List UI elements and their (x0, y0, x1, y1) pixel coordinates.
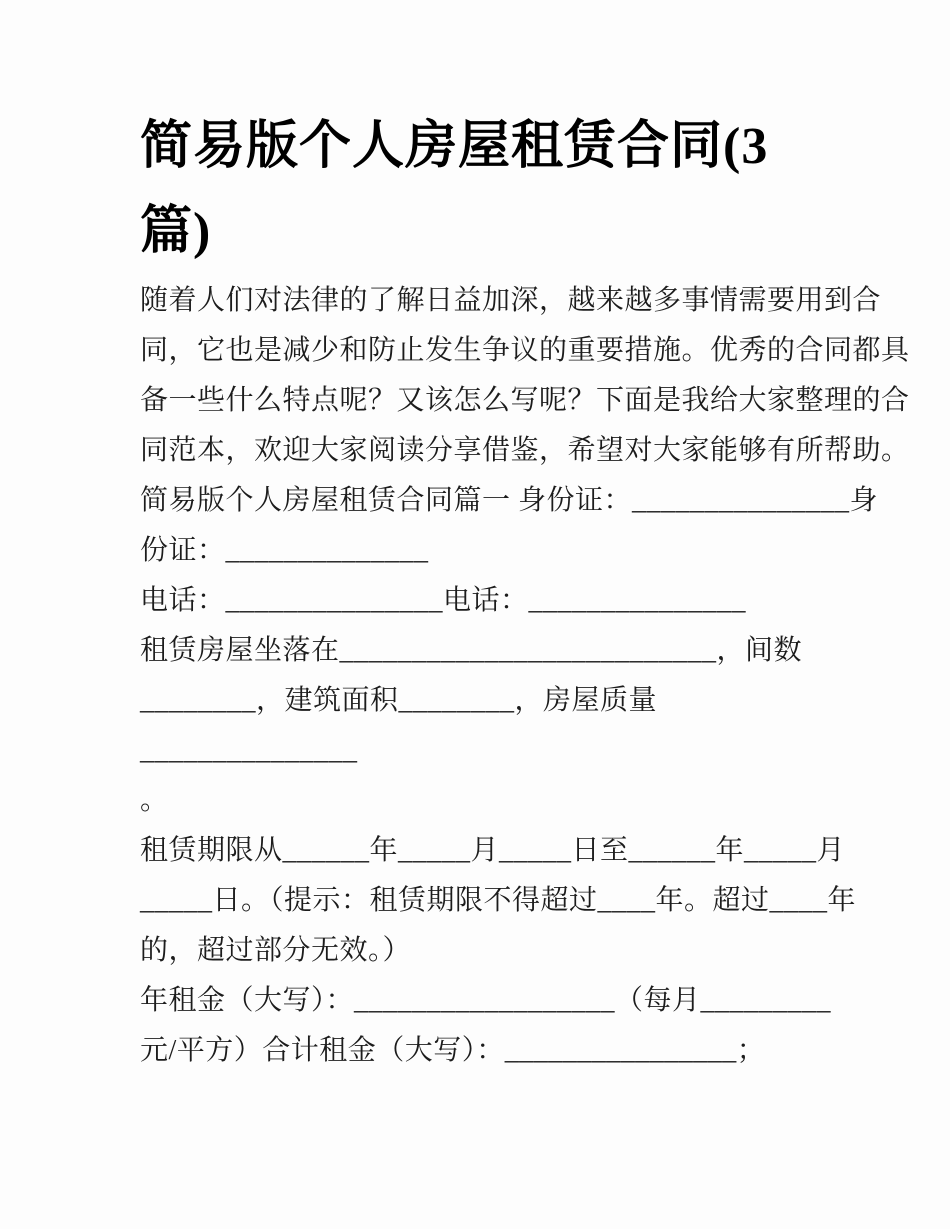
document-title (140, 104, 850, 274)
document-line: _____日。（提示：租赁期限不得超过____年。超过____年 (140, 885, 857, 916)
document-line: 租赁房屋坐落在__________________________，间数 (140, 635, 803, 666)
document-title-line-1: 简易版个人房屋租赁合同(3 (140, 118, 769, 175)
document-line: ________，建筑面积________，房屋质量 (140, 685, 658, 716)
document-title-line-2: 篇) (140, 203, 212, 260)
document-line: 同，它也是减少和防止发生争议的重要措施。优秀的合同都具 (140, 335, 910, 366)
document-line: _______________ (140, 735, 358, 766)
document-line: 简易版个人房屋租赁合同篇一 身份证：_______________身 (140, 485, 879, 516)
document-line: 的，超过部分无效。） (140, 935, 412, 966)
document-line: 同范本，欢迎大家阅读分享借鉴，希望对大家能够有所帮助。 (140, 435, 910, 466)
document-body (140, 276, 910, 1076)
document-line: 元/平方）合计租金（大写）：________________； (140, 1035, 766, 1066)
document-line: 。 (140, 785, 169, 816)
document-line: 电话：_______________电话：_______________ (140, 585, 747, 616)
document-line: 随着人们对法律的了解日益加深，越来越多事情需要用到合 (140, 285, 882, 316)
document-line: 备一些什么特点呢？又该怎么写呢？下面是我给大家整理的合 (140, 385, 910, 416)
document-line: 份证：______________ (140, 535, 429, 566)
document-line: 年租金（大写）：__________________（每月_________ (140, 985, 832, 1016)
document-line: 租赁期限从______年_____月_____日至______年_____月 (140, 835, 846, 866)
